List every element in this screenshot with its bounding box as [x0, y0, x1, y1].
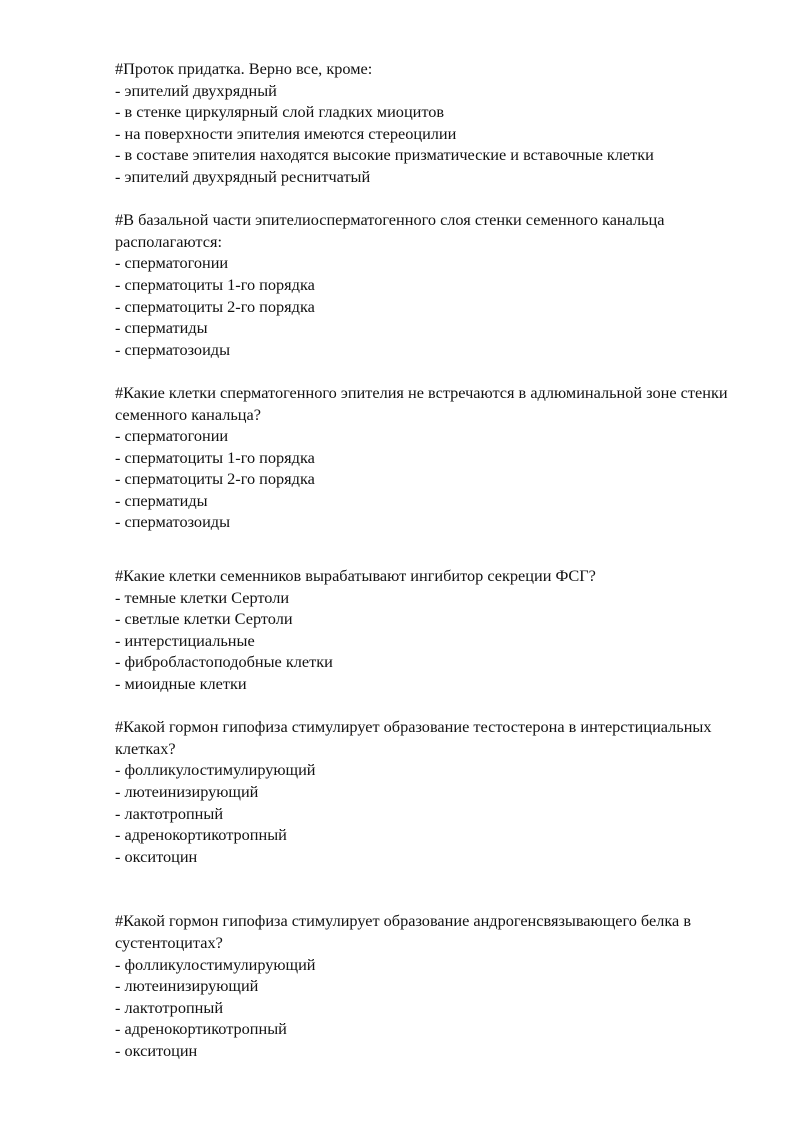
answer-options — [115, 954, 765, 1062]
answer-option: - в составе эпителия находятся высокие призматические и вставочные клетки — [115, 145, 654, 165]
answer-option: - в стенке циркулярный слой гладких миоцитов — [115, 102, 445, 122]
answer-option: - фибробластоподобные клетки — [115, 652, 333, 672]
document-page — [115, 58, 765, 1062]
answer-option: - интерстициальные — [115, 630, 255, 650]
answer-option: - сперматозоиды — [115, 512, 231, 532]
answer-option: - сперматоциты 1-го порядка — [115, 447, 315, 467]
question-2 — [115, 209, 765, 360]
answer-options — [115, 252, 765, 360]
question-5 — [115, 716, 765, 867]
paragraph-gap — [115, 695, 765, 717]
question-text: #Какой гормон гипофиза стимулирует образование андрогенсвязывающего белка в сустентоцитах? — [115, 911, 692, 952]
answer-options — [115, 80, 765, 188]
answer-option: - лактотропный — [115, 803, 224, 823]
answer-option: - сперматоциты 2-го порядка — [115, 469, 315, 489]
paragraph-gap — [115, 867, 765, 910]
answer-option: - фолликулостимулирующий — [115, 954, 316, 974]
question-1 — [115, 58, 765, 188]
question-text: #Какие клетки семенников вырабатывают ингибитор секреции ФСГ? — [115, 566, 596, 586]
question-6 — [115, 910, 765, 1061]
answer-option: - светлые клетки Сертоли — [115, 609, 293, 629]
answer-option: - сперматиды — [115, 318, 208, 338]
answer-option: - сперматоциты 1-го порядка — [115, 274, 315, 294]
question-3 — [115, 382, 765, 533]
answer-option: - эпителий двухрядный реснитчатый — [115, 166, 371, 186]
question-text: #Какие клетки сперматогенного эпителия не встречаются в адлюминальной зоне стенки семенного канальца? — [115, 382, 728, 424]
answer-option: - сперматиды — [115, 490, 208, 510]
answer-option: - сперматоциты 2-го порядка — [115, 296, 315, 316]
answer-option: - лютеинизирующий — [115, 976, 259, 996]
answer-option: - окситоцин — [115, 846, 198, 866]
answer-option: - сперматозоиды — [115, 339, 231, 359]
paragraph-gap — [115, 533, 765, 565]
answer-option: - адренокортикотропный — [115, 825, 287, 845]
answer-option: - на поверхности эпителия имеются стереоцилии — [115, 123, 457, 143]
answer-option: - темные клетки Сертоли — [115, 587, 290, 607]
answer-option: - адренокортикотропный — [115, 1019, 287, 1039]
answer-options — [115, 587, 765, 695]
answer-option: - окситоцин — [115, 1040, 198, 1060]
question-text: #В базальной части эпителиосперматогенного слоя стенки семенного канальца располагаются: — [115, 210, 665, 251]
answer-option: - лютеинизирующий — [115, 782, 259, 801]
paragraph-gap — [115, 360, 765, 382]
paragraph-gap — [115, 188, 765, 210]
answer-option: - сперматогонии — [115, 253, 229, 273]
answer-options — [115, 759, 765, 867]
answer-option: - эпителий двухрядный — [115, 80, 277, 100]
answer-option: - сперматогонии — [115, 426, 229, 446]
question-text: #Какой гормон гипофиза стимулирует образование тестостерона в интерстициальных клетках? — [115, 717, 712, 758]
question-text: #Проток придатка. Верно все, кроме: — [115, 59, 373, 78]
answer-option: - миоидные клетки — [115, 674, 247, 694]
answer-option: - фолликулостимулирующий — [115, 760, 316, 780]
answer-option: - лактотропный — [115, 997, 224, 1017]
question-4 — [115, 565, 765, 695]
answer-options — [115, 425, 765, 533]
